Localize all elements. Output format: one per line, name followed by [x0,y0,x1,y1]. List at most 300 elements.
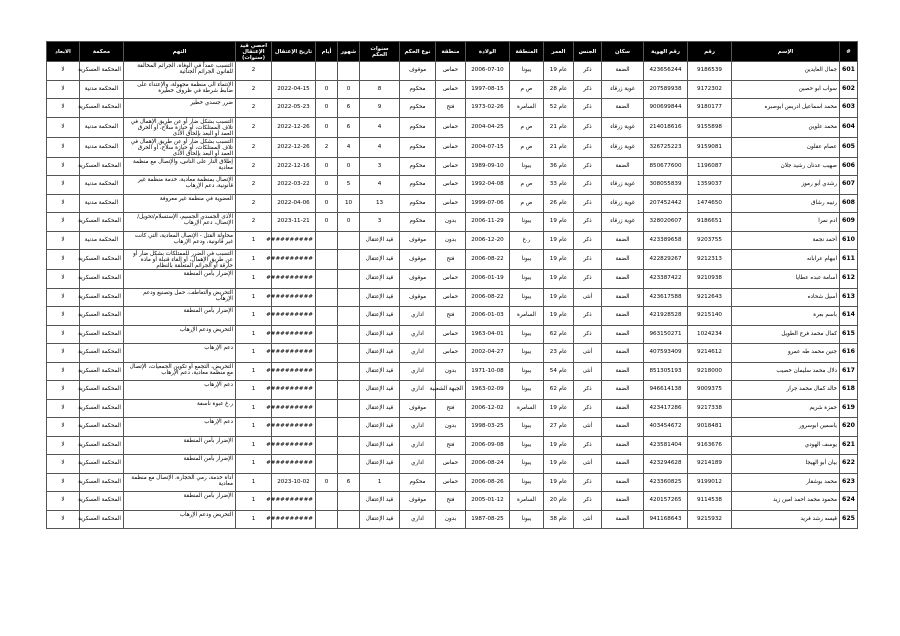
table-cell: أنثى [574,418,602,437]
table-cell: عام 19 [544,473,574,492]
table-cell: الإتصال بمنظمة معادية، خدمة منظمة غير قانونية، دعم الإرهاب [124,176,236,195]
table-cell: محكوم [400,137,436,157]
table-cell: 1 [236,362,272,381]
table-cell: عام 33 [544,176,574,195]
table-cell: باسم بعرة [732,307,840,326]
table-cell [338,325,360,344]
table-cell: يبونا [510,213,544,232]
column-header: شهور [338,42,360,62]
table-cell: 4 [360,137,400,157]
table-cell: سواب ابو حصين [732,80,840,99]
table-cell: 616 [840,344,858,363]
table-cell: الإضرار بأمن المنطقة [124,492,236,511]
table-cell: قيد الإعتقال [360,399,400,418]
table-cell: 6 [338,473,360,492]
table-cell: 1 [236,455,272,474]
table-cell: 4 [360,117,400,137]
table-cell: 851305193 [644,362,688,381]
table-cell: عام 28 [544,80,574,99]
table-cell: ########## [272,270,316,289]
table-cell: الضفة [602,325,644,344]
table-cell: المحكمة مدنية [80,80,124,99]
table-body [47,62,858,529]
table-cell: ذكر [574,325,602,344]
table-cell: 619 [840,399,858,418]
table-cell: اداري [400,307,436,326]
table-cell: موقوف [400,288,436,307]
table-cell: اداري [400,418,436,437]
table-cell: يبونا [510,418,544,437]
table-cell: التحريض والتعاطف، حمل وتصنيع ودعم الإرهاب [124,288,236,307]
table-cell: حماس [436,157,466,176]
table-cell: التحريض ودعم الإرهاب [124,510,236,529]
table-cell: 1997-08-15 [466,80,510,99]
table-cell [338,418,360,437]
table-row [47,62,858,81]
table-cell: 9114538 [688,492,732,511]
table-cell: الضفة [602,455,644,474]
table-cell: 0 [316,176,338,195]
table-cell: موقوف [400,270,436,289]
table-cell [316,399,338,418]
table-cell [338,381,360,400]
table-cell: ########## [272,231,316,250]
table-cell: المحكمة العسكرية [80,62,124,81]
table-row [47,231,858,250]
table-cell: 2 [236,176,272,195]
table-cell: ذكر [574,62,602,81]
table-cell: 0 [338,80,360,99]
table-cell: لا [47,176,80,195]
table-cell: 1359037 [688,176,732,195]
table-cell: التسبب بشكل ضار أو عن طريق الإهمال في تلاف الممتلكات، أو حيازة سلاح، أو الحرق العمد أو البعد بإلحاق الأذى [124,137,236,157]
table-cell: المحكمة العسكرية [80,270,124,289]
table-cell: غوية زرقاء [602,80,644,99]
table-cell: 1989-09-10 [466,157,510,176]
table-cell: 9218000 [688,362,732,381]
table-cell: اداري [400,510,436,529]
table-cell: ########## [272,325,316,344]
table-cell: 1 [236,325,272,344]
table-cell: الضفة [602,381,644,400]
table-cell: الضفة [602,99,644,118]
table-cell: 422829267 [644,250,688,270]
table-cell: يبونا [510,510,544,529]
table-cell: 207589938 [644,80,688,99]
table-cell: محكوم [400,157,436,176]
table-cell: المحكمة العسكرية [80,381,124,400]
table-cell: 615 [840,325,858,344]
table-cell: موقوف [400,62,436,81]
table-cell: 1 [236,510,272,529]
table-cell: يبونا [510,381,544,400]
table-cell: 9163676 [688,436,732,455]
table-cell: 2 [316,137,338,157]
table-cell: رشدي أبو رموز [732,176,840,195]
table-cell: التسبب عمداً في الوفاة، الجرائم المخالفة للقانون الجرائم الجنائية [124,62,236,81]
table-cell: اداري [400,455,436,474]
table-cell: السامرة [510,492,544,511]
table-cell: أسيل شحاده [732,288,840,307]
table-cell: عام 62 [544,381,574,400]
table-cell: ذكر [574,270,602,289]
table-cell: المحكمة العسكرية [80,510,124,529]
table-cell: 2 [236,213,272,232]
table-cell: 423294628 [644,455,688,474]
table-cell: 2005-01-12 [466,492,510,511]
table-cell: 423656244 [644,62,688,81]
column-header: # [840,42,858,62]
table-cell: فتح [436,307,466,326]
table-cell: 2 [236,117,272,137]
table-cell: لا [47,137,80,157]
table-cell: عام 19 [544,307,574,326]
table-row [47,455,858,474]
table-cell: 624 [840,492,858,511]
table-cell: موقوف [400,250,436,270]
table-cell: 2006-07-10 [466,62,510,81]
table-cell: المحكمة العسكرية [80,99,124,118]
table-cell: عام 19 [544,436,574,455]
table-cell: لا [47,399,80,418]
table-cell: محاولة القتل - الإتصال المعادية، التي كانت غير قانونية، ودعم الإرهاب [124,231,236,250]
table-cell [338,344,360,363]
table-cell [316,270,338,289]
table-cell: محكوم [400,80,436,99]
table-cell: ########## [272,492,316,511]
table-cell: موقوف [400,492,436,511]
table-cell: 2004-07-15 [466,137,510,157]
table-cell: عام 54 [544,362,574,381]
table-cell: 1 [236,307,272,326]
table-cell: 9215140 [688,307,732,326]
table-cell: 620 [840,418,858,437]
table-cell: حماس [436,325,466,344]
table-cell: ########## [272,250,316,270]
table-cell [316,231,338,250]
table-cell: 2022-12-16 [272,157,316,176]
table-row [47,176,858,195]
table-cell: 2022-05-23 [272,99,316,118]
table-cell: عام 38 [544,510,574,529]
table-cell: ذكر [574,157,602,176]
table-row [47,80,858,99]
table-row [47,137,858,157]
table-cell: لا [47,231,80,250]
table-cell: أنثى [574,510,602,529]
column-header: الجنس [574,42,602,62]
table-cell: لا [47,344,80,363]
table-cell: 4 [360,176,400,195]
table-cell: الإضرار بأمن المنطقة [124,307,236,326]
table-cell: لا [47,436,80,455]
table-cell: يبونا [510,455,544,474]
table-cell: 9203755 [688,231,732,250]
table-cell: حماس [436,62,466,81]
table-row [47,270,858,289]
table-cell: 617 [840,362,858,381]
table-cell [338,399,360,418]
table-cell: لا [47,381,80,400]
table-cell: جمال العايدين [732,62,840,81]
table-cell: ذكر [574,307,602,326]
table-row [47,510,858,529]
table-cell: قيد الإعتقال [360,288,400,307]
column-header: المنطقة [510,42,544,62]
table-cell: أداة خدمة، رمي الحجارة، الإتصال مع منظمة معادية [124,473,236,492]
table-cell [316,455,338,474]
table-cell: محكوم [400,117,436,137]
table-cell: 2006-12-02 [466,399,510,418]
table-cell: التحريض، التجمع أو تكوين الجمعيات، الإتصال مع منظمة معادية، دعم الإرهاب [124,362,236,381]
detainee-table [46,41,858,529]
table-cell: السامرة [510,307,544,326]
table-cell: 2 [236,80,272,99]
table-cell: قيد الإعتقال [360,307,400,326]
table-cell: 0 [316,99,338,118]
table-cell: حماس [436,137,466,157]
table-cell: 423617588 [644,288,688,307]
table-cell: 423360825 [644,473,688,492]
table-cell: ########## [272,307,316,326]
table-cell: 2 [236,62,272,81]
table-cell: 0 [316,194,338,213]
table-cell: 4 [338,137,360,157]
table-cell: الضفة [602,250,644,270]
table-cell: ########## [272,418,316,437]
table-cell: 9 [360,99,400,118]
table-cell: الضفة [602,231,644,250]
table-cell: حماس [436,344,466,363]
table-cell: يوسف الهودي [732,436,840,455]
table-cell: 403454672 [644,418,688,437]
table-cell: ذكر [574,492,602,511]
table-cell: ذكر [574,231,602,250]
table-cell [316,250,338,270]
table-cell: الضفة [602,510,644,529]
table-cell [316,492,338,511]
table-cell: 1973-02-26 [466,99,510,118]
table-cell: حماس [436,455,466,474]
table-cell: عام 36 [544,157,574,176]
table-cell: 0 [338,213,360,232]
table-cell: المحكمة العسكرية [80,344,124,363]
table-cell [316,344,338,363]
table-cell: 9009375 [688,381,732,400]
table-cell: بدون [436,510,466,529]
table-cell: 423389658 [644,231,688,250]
table-cell: أنثى [574,362,602,381]
table-cell: دلال محمد سليمان خصيب [732,362,840,381]
column-header: محكمة [80,42,124,62]
table-cell: قيد الإعتقال [360,510,400,529]
table-cell: ########## [272,436,316,455]
table-cell: صهيب عدنان رشيد جلان [732,157,840,176]
table-cell: اداري [400,362,436,381]
table-cell: التحريض ودعم الإرهاب [124,325,236,344]
table-cell: يبونا [510,288,544,307]
table-row [47,325,858,344]
table-row [47,117,858,137]
table-cell: 601 [840,62,858,81]
table-cell: 607 [840,176,858,195]
table-cell: 407593409 [644,344,688,363]
table-cell: عام 23 [544,344,574,363]
table-row [47,250,858,270]
table-cell: يبونا [510,325,544,344]
table-row [47,288,858,307]
column-header: العمر [544,42,574,62]
table-cell: 0 [316,213,338,232]
table-cell: 3 [360,157,400,176]
table-cell: 9210938 [688,270,732,289]
table-cell: 2006-08-24 [466,455,510,474]
table-cell: الضفة [602,362,644,381]
table-cell: فتح [436,99,466,118]
table-cell: الضفة [602,288,644,307]
table-cell: 308055839 [644,176,688,195]
table-cell [338,270,360,289]
table-cell: الضفة [602,62,644,81]
table-cell: ص م [510,137,544,157]
table-cell: لا [47,418,80,437]
table-cell: محمود محمد احمد امين زيد [732,492,840,511]
table-cell: 9159081 [688,137,732,157]
table-cell: الضفة [602,492,644,511]
table-cell: لا [47,117,80,137]
table-cell: يبونا [510,157,544,176]
column-header: سنوات الحكم [360,42,400,62]
table-cell: حماس [436,80,466,99]
table-cell: جنين محمد طه عمرو [732,344,840,363]
table-cell: يبونا [510,436,544,455]
table-cell: 1 [236,399,272,418]
table-cell: قيد الإعتقال [360,492,400,511]
table-cell: لا [47,473,80,492]
table-cell: لا [47,62,80,81]
table-cell: المحكمة العسكرية [80,473,124,492]
table-cell: ذكر [574,381,602,400]
table-cell: 3 [360,213,400,232]
table-cell [316,418,338,437]
table-cell: المحكمة العسكرية [80,288,124,307]
table-cell: 9180177 [688,99,732,118]
table-cell: فتح [436,436,466,455]
table-cell: 13 [360,194,400,213]
table-cell: 9199012 [688,473,732,492]
table-cell: 9212643 [688,288,732,307]
table-row [47,194,858,213]
table-cell: قيد الإعتقال [360,344,400,363]
table-cell: 1024234 [688,325,732,344]
table-cell: 608 [840,194,858,213]
table-cell: ادم نمرا [732,213,840,232]
table-cell [338,288,360,307]
table-cell: 9018481 [688,418,732,437]
table-cell: دعم الإرهاب [124,381,236,400]
table-cell: اداري [400,344,436,363]
table-cell: 8 [360,80,400,99]
table-cell: قيسه رشد فريد [732,510,840,529]
table-cell: 1999-07-06 [466,194,510,213]
table-cell: 2022-12-26 [272,137,316,157]
table-cell: 9214189 [688,455,732,474]
table-header [47,42,858,62]
table-cell: عام 19 [544,231,574,250]
table-cell: 2006-08-26 [466,473,510,492]
table-cell: المحكمة العسكرية [80,213,124,232]
table-cell: السامرة [510,99,544,118]
table-cell: اداري [400,325,436,344]
table-cell: الإضرار بأمن المنطقة [124,455,236,474]
table-cell: الجبهة الشعبية [436,381,466,400]
table-cell: ذكر [574,117,602,137]
table-cell: أحمد نجمة [732,231,840,250]
table-cell: يبونا [510,473,544,492]
table-cell: المحكمة مدنية [80,117,124,137]
table-cell [316,510,338,529]
header-row [47,42,858,62]
table-cell: ص م [510,80,544,99]
table-cell: 9212313 [688,250,732,270]
table-cell: 1 [236,418,272,437]
table-cell: المحكمة مدنية [80,137,124,157]
table-cell: الأذى الجسدي الجسيم، الإستسلام/تحويل/الإتصال، دعم الإرهاب [124,213,236,232]
table-cell: 1998-03-25 [466,418,510,437]
table-cell: السامرة [510,399,544,418]
table-cell: المحكمة العسكرية [80,418,124,437]
table-cell [338,250,360,270]
table-cell: الضفة [602,344,644,363]
table-cell: موقوف [400,231,436,250]
table-cell: محكوم [400,176,436,195]
table-cell: 1963-04-01 [466,325,510,344]
table-cell: 1 [236,270,272,289]
table-cell: غوية زرقاء [602,117,644,137]
table-cell: يبونا [510,362,544,381]
table-cell: 2006-11-29 [466,213,510,232]
table-cell: 207452442 [644,194,688,213]
table-cell: 2 [236,99,272,118]
column-header: الإسم [732,42,840,62]
table-row [47,436,858,455]
table-cell: الضفة [602,436,644,455]
table-cell: ########## [272,288,316,307]
column-header: احصي قيد الإعتقال (سنوات) [236,42,272,62]
table-cell: 605 [840,137,858,157]
table-cell: 1963-02-09 [466,381,510,400]
table-cell: ابيهام عرابانه [732,250,840,270]
table-cell: ياسمين ابوسرور [732,418,840,437]
column-header: الولادة [466,42,510,62]
table-cell: حمزة شريم [732,399,840,418]
table-cell: عام 62 [544,325,574,344]
table-cell: التسبب بشكل ضار أو عن طريق الإهمال في تلاف الممتلكات، أو حيازة سلاح، أو الحرق العمد أو البعد بإلحاق الأذى [124,117,236,137]
table-cell: بيان أبو الهيجا [732,455,840,474]
table-cell: 2 [236,157,272,176]
table-cell: عام 27 [544,418,574,437]
table-cell: 1 [360,473,400,492]
table-cell: الضفة [602,473,644,492]
table-cell: ########## [272,510,316,529]
table-cell: 423417286 [644,399,688,418]
table-cell: لا [47,325,80,344]
table-cell: 420157265 [644,492,688,511]
table-cell: قيد الإعتقال [360,381,400,400]
table-cell: 10 [338,194,360,213]
table-cell: المحكمة مدنية [80,194,124,213]
table-cell: 2002-04-27 [466,344,510,363]
